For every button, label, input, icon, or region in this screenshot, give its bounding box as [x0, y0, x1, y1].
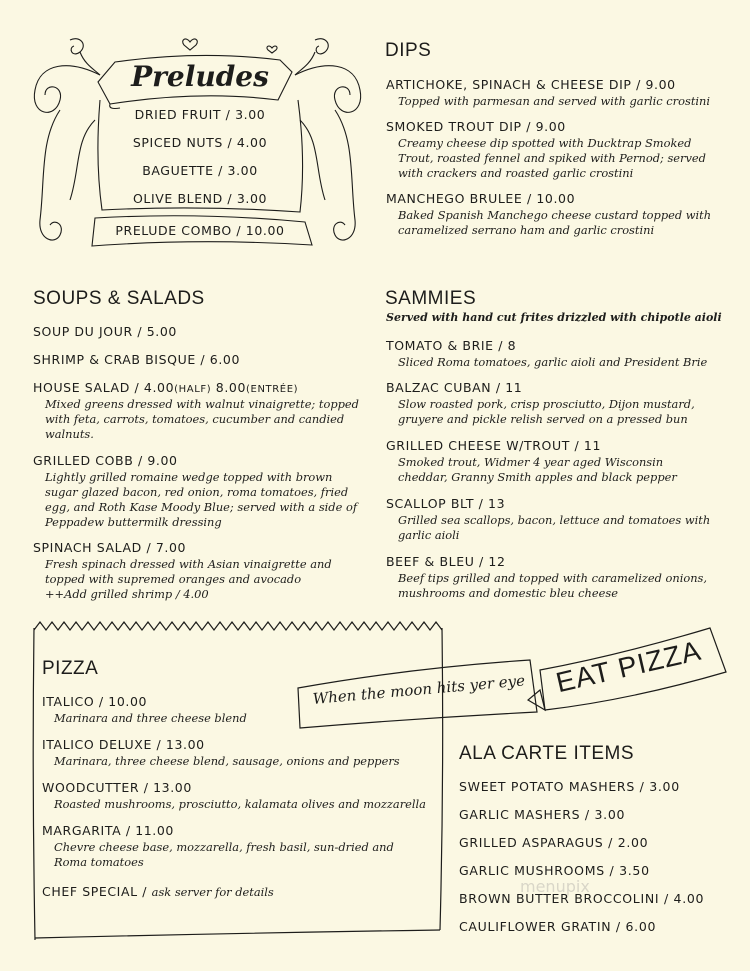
item-name: GRILLED CHEESE W/TROUT / 11 [386, 438, 601, 453]
item-name: BEEF & BLEU / 12 [386, 554, 506, 569]
menu-item [386, 438, 696, 485]
item-desc: Marinara and three cheese blend [54, 711, 247, 725]
item-desc: Chevre cheese base, mozzarella, fresh basil, sun-dried and Roma tomatoes [54, 840, 394, 869]
item-size-entree: (ENTRÉE) [246, 384, 299, 395]
ala-carte-item: CAULIFLOWER GRATIN / 6.00 [459, 919, 657, 934]
menu-item [386, 119, 721, 181]
ala-carte-title: ALA CARTE ITEMS [459, 743, 635, 764]
item-name: SMOKED TROUT DIP / 9.00 [386, 119, 566, 134]
item-desc: Roasted mushrooms, prosciutto, kalamata olives and mozzarella [54, 797, 426, 811]
item-name: SOUP DU JOUR / 5.00 [33, 324, 177, 339]
preludes-title: Preludes [131, 60, 269, 93]
menu-item [42, 823, 412, 870]
item-desc: Baked Spanish Manchego cheese custard topped with caramelized serrano ham and garlic crostini [398, 208, 712, 237]
menu-item [33, 540, 363, 602]
item-name-main: HOUSE SALAD / 4.00 [33, 380, 175, 395]
item-name: SPINACH SALAD / 7.00 [33, 540, 187, 555]
sammies-subtitle: Served with hand cut frites drizzled with chipotle aioli [386, 311, 722, 324]
item-size-half: (HALF) [174, 384, 212, 395]
item-name: ITALICO / 10.00 [42, 694, 148, 709]
item-desc: Grilled sea scallops, bacon, lettuce and tomatoes with garlic aioli [398, 513, 711, 542]
item-desc: Marinara, three cheese blend, sausage, onions and peppers [54, 754, 400, 768]
item-name: ITALICO DELUXE / 13.00 [42, 737, 205, 752]
eat-pizza-banner-text: EAT PIZZA [553, 634, 705, 699]
prelude-item: SPICED NUTS / 4.00 [132, 135, 268, 150]
item-name: TOMATO & BRIE / 8 [386, 338, 517, 353]
menu-item [386, 338, 726, 370]
menu-item [33, 324, 177, 339]
menu-item [33, 352, 240, 367]
item-name: CHEF SPECIAL [42, 884, 138, 899]
menu-item [386, 77, 731, 109]
item-desc: Lightly grilled romaine wedge topped with brown sugar glazed bacon, red onion, roma tomatoes, fried egg, and Roth Kase Moody Blue; served with a side of Peppadew buttermilk dressing [45, 470, 358, 529]
item-desc: Mixed greens dressed with walnut vinaigrette; topped with feta, carrots, tomatoes, cucumber and candied walnuts. [45, 397, 359, 441]
ala-carte-item: GARLIC MUSHROOMS / 3.50 [459, 863, 650, 878]
ala-carte-item: GRILLED ASPARAGUS / 2.00 [459, 835, 649, 850]
item-desc: Slow roasted pork, crisp prosciutto, Dijon mustard, gruyere and pickle relish served on a pressed bun [398, 397, 695, 426]
item-desc: Beef tips grilled and topped with caramelized onions, mushrooms and domestic bleu cheese [398, 571, 708, 600]
prelude-item: PRELUDE COMBO / 10.00 [115, 223, 285, 238]
item-desc: Creamy cheese dip spotted with Ducktrap Smoked Trout, roasted fennel and spiked with Pernod; served with crackers and roasted garlic crostini [398, 136, 706, 180]
prelude-item: OLIVE BLEND / 3.00 [132, 191, 268, 206]
ala-carte-item: GARLIC MASHERS / 3.00 [459, 807, 626, 822]
soups-title: SOUPS & SALADS [33, 288, 205, 309]
item-price-entree: 8.00 [211, 380, 247, 395]
menu-item [386, 380, 716, 427]
ala-carte-item: SWEET POTATO MASHERS / 3.00 [459, 779, 680, 794]
dips-title: DIPS [385, 40, 432, 61]
item-sep: / [137, 884, 152, 899]
moon-banner-text: When the moon hits yer eye [312, 671, 526, 708]
item-name: ARTICHOKE, SPINACH & CHEESE DIP / 9.00 [386, 77, 676, 92]
item-name: BALZAC CUBAN / 11 [386, 380, 523, 395]
menu-item [33, 453, 363, 530]
prelude-item: DRIED FRUIT / 3.00 [134, 107, 266, 122]
item-name [33, 380, 363, 395]
item-desc: Fresh spinach dressed with Asian vinaigrette and topped with supremed oranges and avocado [45, 557, 332, 586]
menu-item [42, 881, 274, 900]
pizza-title: PIZZA [42, 658, 99, 679]
item-desc: Topped with parmesan and served with garlic crostini [398, 94, 711, 108]
menu-item [42, 694, 247, 726]
item-name: MANCHEGO BRULEE / 10.00 [386, 191, 576, 206]
item-name: MARGARITA / 11.00 [42, 823, 174, 838]
menu-item [386, 191, 721, 238]
item-name: WOODCUTTER / 13.00 [42, 780, 192, 795]
item-name: SHRIMP & CRAB BISQUE / 6.00 [33, 352, 241, 367]
item-name: SCALLOP BLT / 13 [386, 496, 506, 511]
item-desc: ask server for details [151, 885, 274, 899]
item-desc: Sliced Roma tomatoes, garlic aioli and President Brie [398, 355, 708, 369]
menu-item [42, 737, 437, 769]
menu-item [386, 496, 726, 543]
item-addon: ++Add grilled shrimp / 4.00 [45, 587, 209, 601]
item-name: GRILLED COBB / 9.00 [33, 453, 178, 468]
menu-item [386, 554, 726, 601]
sammies-title: SAMMIES [385, 288, 477, 309]
ala-carte-item: BROWN BUTTER BROCCOLINI / 4.00 [459, 891, 705, 906]
item-desc: Smoked trout, Widmer 4 year aged Wisconsin cheddar, Granny Smith apples and black pepper [398, 455, 677, 484]
menu-item [42, 780, 437, 812]
menu-item [33, 380, 363, 442]
prelude-item: BAGUETTE / 3.00 [142, 163, 258, 178]
watermark: menupix [520, 877, 590, 896]
